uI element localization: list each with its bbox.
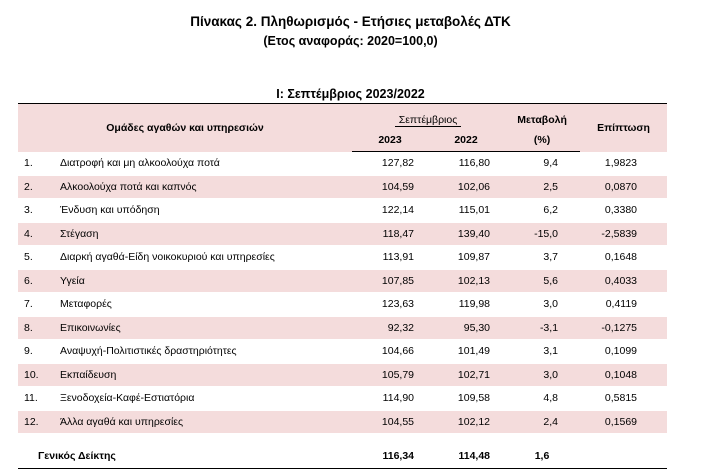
row-number: 2.	[18, 175, 52, 199]
spacer-cell	[18, 434, 667, 444]
row-value-2023: 105,79	[352, 363, 428, 387]
row-value-2022: 101,49	[428, 340, 504, 364]
header-row-1	[18, 104, 667, 130]
row-name: Αλκοολούχα ποτά και καπνός	[52, 175, 352, 199]
row-number: 11.	[18, 387, 52, 411]
header-groups: Ομάδες αγαθών και υπηρεσιών	[18, 104, 352, 152]
row-value-2023: 114,90	[352, 387, 428, 411]
row-name: Στέγαση	[52, 222, 352, 246]
header-month	[352, 104, 504, 130]
row-impact: 0,1569	[580, 410, 667, 434]
row-name: Ένδυση και υπόδηση	[52, 199, 352, 223]
row-value-2023: 104,55	[352, 410, 428, 434]
table-row	[18, 410, 667, 434]
header-change: Μεταβολή	[504, 104, 580, 130]
cpi-table	[18, 103, 667, 469]
total-label: Γενικός Δείκτης	[18, 444, 352, 469]
row-value-2022: 102,13	[428, 269, 504, 293]
row-name: Μεταφορές	[52, 293, 352, 317]
row-value-2022: 95,30	[428, 316, 504, 340]
row-name: Άλλα αγαθά και υπηρεσίες	[52, 410, 352, 434]
row-name: Διαρκή αγαθά-Είδη νοικοκυριού και υπηρεσίες	[52, 246, 352, 270]
row-change: -3,1	[504, 316, 580, 340]
row-impact: -0,1275	[580, 316, 667, 340]
table-row	[18, 316, 667, 340]
row-value-2022: 102,71	[428, 363, 504, 387]
row-name: Επικοινωνίες	[52, 316, 352, 340]
row-change: 6,2	[504, 199, 580, 223]
section-heading: Ι: Σεπτέμβριος 2023/2022	[276, 87, 425, 101]
total-value-2022: 114,48	[428, 444, 504, 469]
row-value-2023: 122,14	[352, 199, 428, 223]
row-number: 5.	[18, 246, 52, 270]
row-impact: 0,4119	[580, 293, 667, 317]
row-change: 3,0	[504, 363, 580, 387]
row-impact: 1,9823	[580, 152, 667, 176]
row-value-2022: 109,58	[428, 387, 504, 411]
table-row	[18, 175, 667, 199]
row-change: 2,5	[504, 175, 580, 199]
table-title: Πίνακας 2. Πληθωρισμός - Ετήσιες μεταβολές ΔΤΚ	[190, 14, 511, 29]
table-row	[18, 387, 667, 411]
table-row	[18, 363, 667, 387]
row-change: 9,4	[504, 152, 580, 176]
row-name: Εκπαίδευση	[52, 363, 352, 387]
row-value-2023: 92,32	[352, 316, 428, 340]
total-value-2023: 116,34	[352, 444, 428, 469]
row-impact: 0,3380	[580, 199, 667, 223]
table-row	[18, 199, 667, 223]
row-value-2023: 123,63	[352, 293, 428, 317]
row-value-2023: 107,85	[352, 269, 428, 293]
row-name: Διατροφή και μη αλκοολούχα ποτά	[52, 152, 352, 176]
header-pct: (%)	[504, 129, 580, 152]
header-month-label: Σεπτέμβριος	[395, 114, 462, 127]
row-value-2023: 118,47	[352, 222, 428, 246]
row-value-2023: 113,91	[352, 246, 428, 270]
row-impact: 0,1648	[580, 246, 667, 270]
row-number: 12.	[18, 410, 52, 434]
row-name: Ξενοδοχεία-Καφέ-Εστιατόρια	[52, 387, 352, 411]
row-number: 10.	[18, 363, 52, 387]
row-change: 4,8	[504, 387, 580, 411]
table-row	[18, 340, 667, 364]
total-change: 1,6	[504, 444, 580, 469]
row-value-2023: 104,66	[352, 340, 428, 364]
row-value-2022: 102,06	[428, 175, 504, 199]
table-subtitle: (Ετος αναφοράς: 2020=100,0)	[263, 34, 438, 48]
row-impact: -2,5839	[580, 222, 667, 246]
row-change: 3,7	[504, 246, 580, 270]
row-change: -15,0	[504, 222, 580, 246]
row-value-2022: 115,01	[428, 199, 504, 223]
row-value-2022: 109,87	[428, 246, 504, 270]
row-number: 1.	[18, 152, 52, 176]
table-row	[18, 293, 667, 317]
row-name: Αναψυχή-Πολιτιστικές δραστηριότητες	[52, 340, 352, 364]
row-impact: 0,1048	[580, 363, 667, 387]
table-body	[18, 152, 667, 469]
row-change: 3,1	[504, 340, 580, 364]
row-value-2022: 116,80	[428, 152, 504, 176]
row-value-2022: 119,98	[428, 293, 504, 317]
row-value-2023: 104,59	[352, 175, 428, 199]
header-2022: 2022	[428, 129, 504, 152]
table-row	[18, 152, 667, 176]
row-number: 7.	[18, 293, 52, 317]
table-row	[18, 222, 667, 246]
row-number: 3.	[18, 199, 52, 223]
table-row	[18, 269, 667, 293]
row-value-2023: 127,82	[352, 152, 428, 176]
row-number: 8.	[18, 316, 52, 340]
row-impact: 0,4033	[580, 269, 667, 293]
row-value-2022: 139,40	[428, 222, 504, 246]
table-row	[18, 246, 667, 270]
spacer-row	[18, 434, 667, 444]
row-impact: 0,5815	[580, 387, 667, 411]
row-change: 2,4	[504, 410, 580, 434]
row-impact: 0,0870	[580, 175, 667, 199]
row-change: 3,0	[504, 293, 580, 317]
row-number: 9.	[18, 340, 52, 364]
row-number: 6.	[18, 269, 52, 293]
row-number: 4.	[18, 222, 52, 246]
header-2023: 2023	[352, 129, 428, 152]
row-change: 5,6	[504, 269, 580, 293]
row-impact: 0,1099	[580, 340, 667, 364]
row-name: Υγεία	[52, 269, 352, 293]
header-impact: Επίπτωση	[580, 104, 667, 152]
row-value-2022: 102,12	[428, 410, 504, 434]
